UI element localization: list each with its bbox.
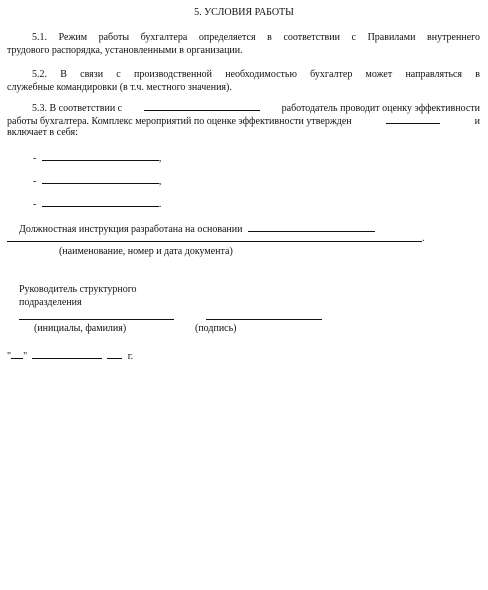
basis-blank — [144, 101, 260, 111]
paragraph-5-3-line-1 — [32, 101, 480, 115]
list-item-dash: - — [33, 199, 37, 210]
signature-blank — [206, 319, 322, 320]
list-item — [33, 151, 161, 165]
paragraph-5-3-line-2-start: работы бухгалтера. Комплекс мероприятий по оценке эффективности утвержден — [7, 116, 352, 127]
initials-caption: (инициалы, фамилия) — [34, 323, 127, 334]
paragraph-5-2-line-2: служебные командировки (в т.ч. местного значения). — [7, 82, 232, 93]
list-item-punct: . — [158, 199, 162, 210]
instruction-basis-blank — [248, 222, 375, 232]
instruction-basis-line — [19, 222, 375, 236]
instruction-basis-text: Должностная инструкция разработана на основании — [19, 224, 243, 235]
approved-by-blank — [386, 114, 440, 124]
list-item-punct: , — [158, 153, 162, 164]
list-item — [33, 197, 161, 211]
date-open-quote: " — [7, 351, 12, 362]
document-details-caption: (наименование, номер и дата документа) — [59, 246, 233, 257]
paragraph-5-1-line-1: 5.1. Режим работы бухгалтера определяется в соответствии с Правилами внутреннего — [32, 32, 480, 43]
paragraph-5-3-line-2 — [7, 114, 480, 128]
list-item — [33, 174, 161, 188]
paragraph-5-3-line-2-end: и — [474, 116, 480, 127]
date-year-blank — [107, 349, 122, 359]
signature-caption: (подпись) — [195, 323, 237, 334]
instruction-end-punct: . — [422, 233, 425, 244]
date-line — [7, 349, 133, 363]
date-day-blank — [11, 349, 23, 359]
paragraph-5-3-line-3: включает в себя: — [7, 127, 78, 138]
list-item-punct: , — [158, 176, 162, 187]
date-close-quote: " — [23, 351, 28, 362]
date-month-blank — [32, 349, 102, 359]
list-item-dash: - — [33, 153, 37, 164]
date-year-suffix: г. — [127, 351, 134, 362]
list-item-dash: - — [33, 176, 37, 187]
list-item-blank — [42, 174, 159, 184]
section-title: 5. УСЛОВИЯ РАБОТЫ — [194, 7, 294, 18]
paragraph-5-3-end: работодатель проводит оценку эффективности — [281, 103, 480, 114]
signatory-title-line-1: Руководитель структурного — [19, 284, 137, 295]
paragraph-5-2-line-1: 5.2. В связи с производственной необходимостью бухгалтер может направляться в — [32, 69, 480, 80]
list-item-blank — [42, 151, 159, 161]
list-item-blank — [42, 197, 159, 207]
signatory-title-line-2: подразделения — [19, 297, 82, 308]
paragraph-5-3-start: 5.3. В соответствии с — [32, 103, 123, 114]
paragraph-5-1-line-2: трудового распорядка, установленными в организации. — [7, 45, 243, 56]
initials-blank — [19, 319, 174, 320]
document-details-blank — [7, 241, 422, 242]
